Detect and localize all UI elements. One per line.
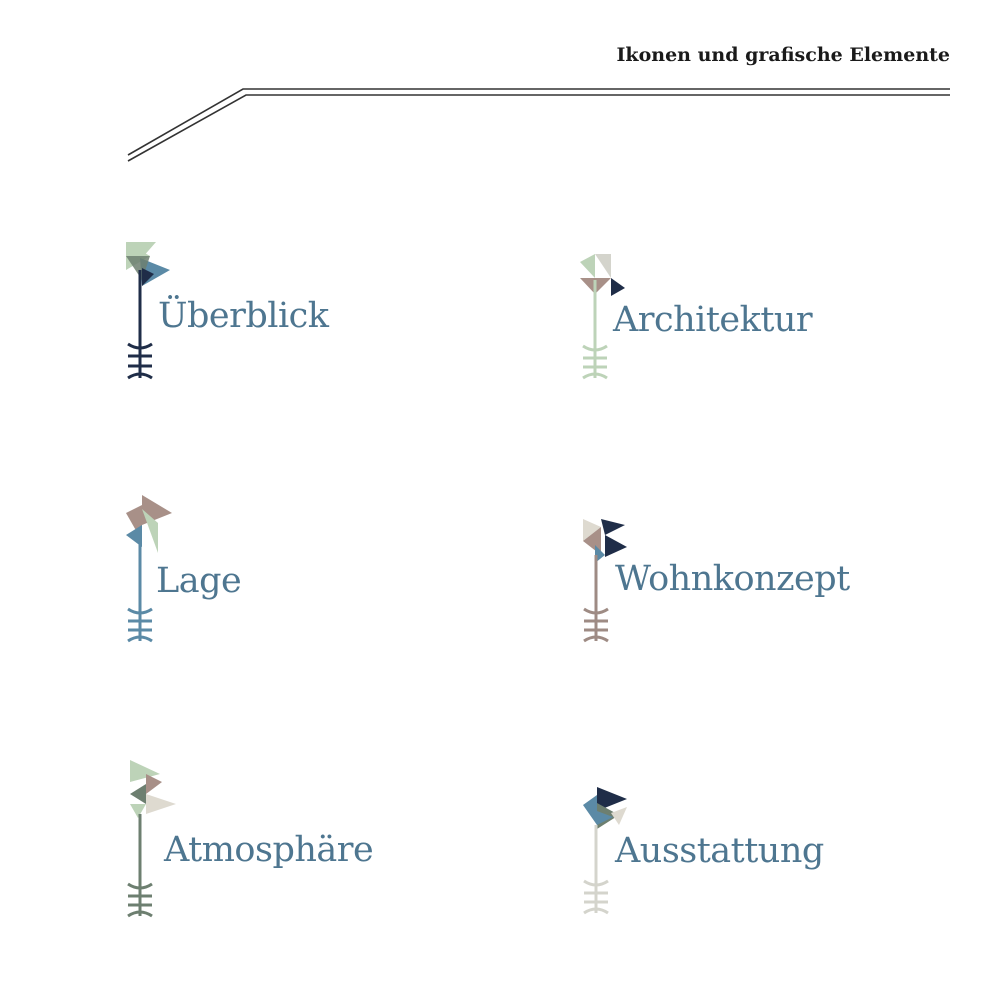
section-tile-ausstattung[interactable] [575, 785, 875, 935]
section-label: Ausstattung [615, 831, 824, 871]
section-label: Atmosphäre [164, 830, 374, 870]
section-tile-lage[interactable] [120, 495, 420, 645]
header-rule [0, 0, 1000, 200]
section-label: Wohnkonzept [615, 559, 850, 599]
section-tile-architektur[interactable] [575, 250, 875, 400]
section-tile-wohnkonzept[interactable] [575, 515, 875, 665]
section-label: Überblick [158, 296, 329, 336]
section-label: Lage [156, 561, 242, 601]
page-title: Ikonen und grafische Elemente [616, 44, 950, 66]
section-tile-atmosphaere[interactable] [120, 760, 420, 910]
section-label: Architektur [613, 300, 813, 340]
section-tile-ueberblick[interactable] [120, 240, 420, 390]
